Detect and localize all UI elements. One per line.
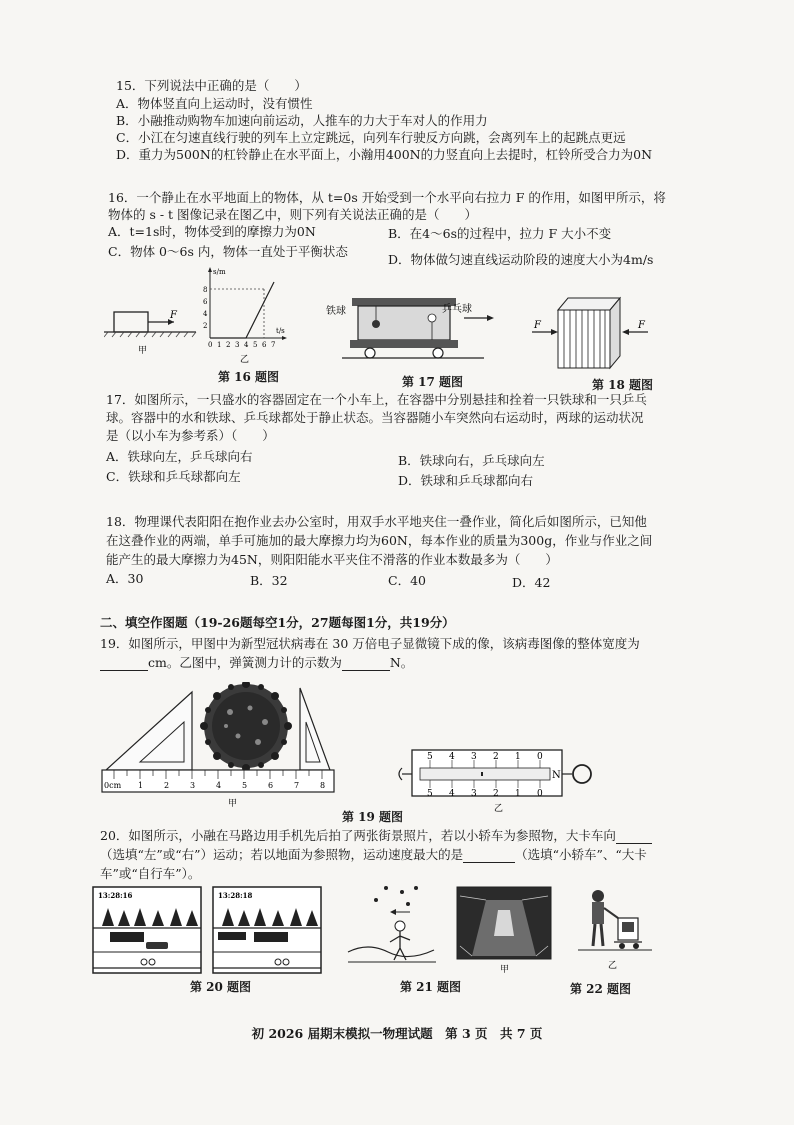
q19-line2-text-b: N。 bbox=[389, 655, 414, 670]
q20-stem-line2 bbox=[100, 847, 647, 863]
y-tick-8: 8 bbox=[203, 286, 208, 294]
svg-text:3: 3 bbox=[471, 752, 477, 762]
container-lid bbox=[352, 298, 456, 306]
scale-unit: N bbox=[552, 770, 561, 781]
fig16-jia-block-diagram bbox=[104, 300, 204, 358]
fig19-yi-label: 乙 bbox=[494, 804, 504, 814]
iron-ball bbox=[372, 320, 380, 328]
svg-text:4: 4 bbox=[449, 752, 455, 762]
fig18-homework-stack bbox=[528, 290, 656, 372]
stack-top bbox=[558, 298, 620, 310]
fig16-jia-label: 甲 bbox=[138, 346, 148, 356]
svg-text:5: 5 bbox=[242, 781, 248, 790]
svg-text:2: 2 bbox=[226, 341, 231, 349]
svg-text:0: 0 bbox=[537, 789, 543, 799]
q18-stem-line1: 18．物理课代表阳阳在抱作业去办公室时，用双手水平地夹住一叠作业，简化后如图所示，已知他 bbox=[106, 514, 647, 529]
fig21-jia-corridor bbox=[456, 886, 552, 976]
y-axis-unit: s/m bbox=[213, 268, 226, 276]
scale-slot bbox=[420, 768, 550, 780]
fig19-jia-label: 甲 bbox=[228, 799, 238, 809]
svg-text:5: 5 bbox=[427, 752, 433, 762]
svg-text:2: 2 bbox=[493, 752, 499, 762]
ground-waves bbox=[348, 947, 434, 957]
q18-stem-line2: 在这叠作业的两端，单手可施加的最大摩擦力均为60N，每本作业的质量为300g，作业与作业之间 bbox=[106, 533, 653, 548]
q16-option-c[interactable]: C．物体 0～6s 内，物体一直处于平衡状态 bbox=[108, 244, 348, 259]
ground-hatch bbox=[104, 332, 196, 337]
set-square-left bbox=[106, 692, 192, 770]
person-torso bbox=[592, 902, 604, 924]
q15-option-b[interactable]: B．小融推动购物车加速向前运动，人推车的力大于车对人的作用力 bbox=[116, 113, 488, 128]
svg-text:6: 6 bbox=[262, 341, 267, 349]
person-head bbox=[395, 921, 405, 931]
q18-option-b[interactable]: B．32 bbox=[250, 573, 288, 588]
fig22-yi-label: 乙 bbox=[608, 961, 618, 971]
svg-text:0: 0 bbox=[208, 341, 213, 349]
photo1-timestamp: 13:28:16 bbox=[98, 891, 133, 900]
q19-stem-line1: 19．如图所示，甲图中为新型冠状病毒在 30 万倍电子显微镜下成的像，该病毒图像的整体宽度为 bbox=[100, 636, 640, 651]
q18-option-c[interactable]: C．40 bbox=[388, 573, 426, 588]
q16-option-d[interactable]: D．物体做匀速直线运动阶段的速度大小为4m/s bbox=[388, 252, 654, 267]
svg-text:1: 1 bbox=[515, 752, 521, 762]
svg-text:3: 3 bbox=[235, 341, 240, 349]
q16-option-a[interactable]: A．t=1s时，物体受到的摩擦力为0N bbox=[108, 224, 316, 239]
q17-option-d[interactable]: D．铁球和乒乓球都向右 bbox=[398, 473, 534, 488]
y-tick-2: 2 bbox=[203, 322, 208, 330]
section-2-heading: 二、填空作图题（19-26题每空1分，27题每图1分，共19分） bbox=[100, 615, 455, 630]
scale-hook bbox=[399, 768, 402, 780]
q18-stem-line3: 能产生的最大摩擦力为45N，则阳阳能水平夹住不滑落的作业本数最多为（ ） bbox=[106, 552, 558, 567]
fig16-caption: 第 16 题图 bbox=[218, 370, 280, 384]
svg-text:0cm: 0cm bbox=[104, 781, 122, 790]
q17-option-b[interactable]: B．铁球向右，乒乓球向左 bbox=[398, 453, 545, 468]
q20-line2-text-b: （选填“小轿车”、“大卡 bbox=[515, 847, 647, 862]
q15-option-c[interactable]: C．小江在匀速直线行驶的列车上立定跳远，向列车行驶反方向跳，会离列车上的起跳点更远 bbox=[116, 130, 626, 145]
q15-stem: 15．下列说法中正确的是（ ） bbox=[116, 78, 307, 93]
svg-text:1: 1 bbox=[217, 341, 222, 349]
q18-option-d[interactable]: D．42 bbox=[512, 575, 551, 590]
force-label: F bbox=[170, 310, 177, 321]
cart-wheel-right bbox=[433, 348, 443, 358]
fig17-caption: 第 17 题图 bbox=[402, 375, 464, 389]
photo2-timestamp: 13:28:18 bbox=[218, 891, 253, 900]
force-right-label: F bbox=[638, 320, 645, 331]
fig21-jia-label: 甲 bbox=[500, 965, 510, 975]
svg-text:3: 3 bbox=[471, 789, 477, 799]
svg-text:1: 1 bbox=[138, 781, 144, 790]
q19-blank-width[interactable] bbox=[100, 658, 148, 671]
q16-stem-line1: 16．一个静止在水平地面上的物体，从 t=0s 开始受到一个水平向右拉力 F 的作用，如图甲所示，将 bbox=[108, 190, 666, 205]
y-tick-labels bbox=[203, 286, 208, 330]
pingpong-ball bbox=[428, 314, 436, 322]
q16-stem-line2: 物体的 s - t 图像记录在图乙中，则下列有关说法正确的是（ ） bbox=[108, 207, 478, 222]
q17-stem-line2: 球。容器中的水和铁球、乒乓球都处于静止状态。当容器随小车突然向右运动时，两球的运动状况 bbox=[106, 410, 644, 425]
svg-text:1: 1 bbox=[515, 789, 521, 799]
wind-arrow bbox=[390, 909, 396, 915]
q17-option-a[interactable]: A．铁球向左，乒乓球向右 bbox=[106, 449, 253, 464]
fig20-photo-1 bbox=[92, 886, 202, 974]
svg-text:6: 6 bbox=[268, 781, 274, 790]
block-rect bbox=[114, 312, 148, 332]
fig19-jia-virus-ruler bbox=[100, 682, 338, 810]
fig17-cart-diagram bbox=[324, 296, 500, 370]
photo2-car bbox=[218, 932, 246, 940]
raindrops bbox=[374, 886, 418, 906]
stack-front bbox=[558, 310, 610, 368]
svg-text:3: 3 bbox=[190, 781, 196, 790]
q19-line2-text-a: cm。乙图中，弹簧测力计的示数为 bbox=[148, 655, 342, 670]
photo2-truck bbox=[254, 932, 288, 942]
q19-stem-line2 bbox=[100, 655, 413, 671]
q18-option-a[interactable]: A．30 bbox=[106, 571, 144, 586]
fig21-rain-scene bbox=[346, 882, 438, 970]
fig16-yi-st-graph bbox=[196, 262, 292, 366]
q20-stem-line3: 车”或“自行车”）。 bbox=[100, 866, 201, 881]
q15-option-a[interactable]: A．物体竖直向上运动时，没有惯性 bbox=[116, 96, 313, 111]
force-arrow-right bbox=[622, 329, 629, 335]
stack-side bbox=[610, 298, 620, 368]
fig16-yi-label: 乙 bbox=[240, 355, 250, 365]
force-arrow-left bbox=[551, 329, 558, 335]
fig19-yi-spring-scale bbox=[396, 744, 610, 814]
q17-stem-line3: 是（以小车为参考系）（ ） bbox=[106, 428, 275, 443]
svg-text:2: 2 bbox=[164, 781, 170, 790]
scale-ring bbox=[573, 765, 591, 783]
set-square-right bbox=[300, 688, 330, 770]
fig19-caption: 第 19 题图 bbox=[342, 810, 404, 824]
fig21-caption: 第 21 题图 bbox=[400, 980, 462, 994]
y-tick-4: 4 bbox=[203, 310, 208, 318]
svg-text:4: 4 bbox=[449, 789, 455, 799]
svg-text:5: 5 bbox=[427, 789, 433, 799]
svg-text:7: 7 bbox=[271, 341, 276, 349]
q20-line2-text-a: （选填“左”或“右”）运动；若以地面为参照物，运动速度最大的是 bbox=[100, 847, 464, 862]
photo1-truck bbox=[110, 932, 144, 942]
q20-blank-direction[interactable] bbox=[616, 831, 652, 844]
fig20-caption: 第 20 题图 bbox=[190, 980, 252, 994]
water-container bbox=[358, 306, 450, 340]
q17-stem-line1: 17．如图所示，一只盛水的容器固定在一个小车上，在容器中分别悬挂和拴着一只铁球和一只乒乓 bbox=[106, 392, 647, 407]
svg-text:0: 0 bbox=[537, 752, 543, 762]
svg-text:5: 5 bbox=[253, 341, 258, 349]
fig18-caption: 第 18 题图 bbox=[592, 378, 654, 392]
force-left-label: F bbox=[534, 320, 541, 331]
x-tick-labels bbox=[208, 341, 275, 349]
fig20-photo-2 bbox=[212, 886, 322, 974]
iron-ball-label: 铁球 bbox=[326, 306, 346, 317]
q20-stem-line1 bbox=[100, 828, 652, 844]
svg-text:4: 4 bbox=[216, 781, 222, 790]
svg-text:8: 8 bbox=[320, 781, 326, 790]
cart-wheel-left bbox=[365, 348, 375, 358]
q16-option-b[interactable]: B．在4～6s的过程中，拉力 F 大小不变 bbox=[388, 226, 612, 241]
page-footer: 初 2026 届期末模拟一物理试题 第 3 页 共 7 页 bbox=[251, 1026, 543, 1041]
svg-text:2: 2 bbox=[493, 789, 499, 799]
pingpong-label: 乒乓球 bbox=[442, 304, 472, 315]
q17-option-c[interactable]: C．铁球和乒乓球都向左 bbox=[106, 469, 241, 484]
q19-blank-force[interactable] bbox=[342, 658, 390, 671]
fig22-caption: 第 22 题图 bbox=[570, 982, 632, 996]
svg-text:4: 4 bbox=[244, 341, 249, 349]
photo1-car bbox=[146, 942, 168, 949]
x-axis-unit: t/s bbox=[276, 327, 285, 335]
q20-line1-text: 20．如图所示，小融在马路边用手机先后拍了两张街景照片，若以小轿车为参照物，大卡车向 bbox=[100, 828, 616, 843]
cart-body bbox=[350, 340, 458, 348]
person-head bbox=[592, 890, 604, 902]
q15-option-d[interactable]: D．重力为500N的杠铃静止在水平面上，小瀚用400N的力竖直向上去提时，杠铃所受合力为0N bbox=[116, 147, 653, 162]
fig22-yi-person-cart bbox=[578, 884, 652, 976]
svg-text:7: 7 bbox=[294, 781, 300, 790]
q20-blank-fastest[interactable] bbox=[463, 850, 515, 863]
y-tick-6: 6 bbox=[203, 298, 208, 306]
